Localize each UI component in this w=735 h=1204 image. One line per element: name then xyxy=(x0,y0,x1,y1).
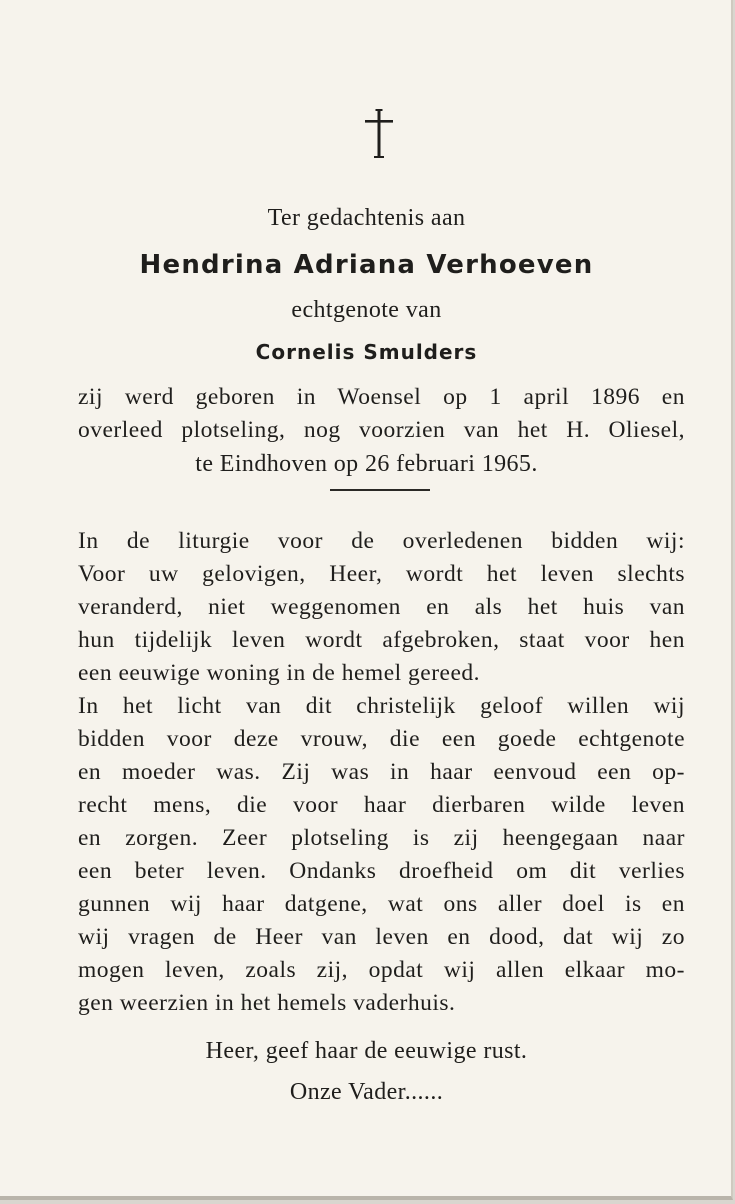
prayer-line: gunnen wij haar datgene, wat ons aller doel is en xyxy=(78,891,685,917)
life-dates-line: zij werd geboren in Woensel op 1 april 1896 en xyxy=(78,384,685,410)
relation-text: echtgenote van xyxy=(291,297,442,323)
cross-icon xyxy=(362,108,396,160)
memorial-intro: Ter gedachtenis aan xyxy=(267,205,466,231)
spouse-name: Cornelis Smulders xyxy=(255,340,478,364)
prayer-line: mogen leven, zoals zij, opdat wij allen elkaar mo- xyxy=(78,957,685,983)
prayer-line: veranderd, niet weggenomen en als het huis van xyxy=(78,594,685,620)
closing-prayer-line: Onze Vader...... xyxy=(289,1079,444,1105)
prayer-line: bidden voor deze vrouw, die een goede echtgenote xyxy=(78,726,685,752)
prayer-line: hun tijdelijk leven wordt afgebroken, staat voor hen xyxy=(78,627,685,653)
life-dates-line: te Eindhoven op 26 februari 1965. xyxy=(195,451,538,477)
divider-rule xyxy=(330,489,430,491)
prayer-line: en zorgen. Zeer plotseling is zij heengegaan naar xyxy=(78,825,685,851)
closing-rest-line: Heer, geef haar de eeuwige rust. xyxy=(205,1038,528,1064)
prayer-line: Voor uw gelovigen, Heer, wordt het leven slechts xyxy=(78,561,685,587)
prayer-line: In de liturgie voor de overledenen bidden wij: xyxy=(78,528,685,554)
prayer-line: een eeuwige woning in de hemel gereed. xyxy=(78,660,481,686)
prayer-line: een beter leven. Ondanks droefheid om dit verlies xyxy=(78,858,685,884)
life-dates-line: overleed plotseling, nog voorzien van het H. Oliesel, xyxy=(78,417,685,443)
prayer-line: wij vragen de Heer van leven en dood, dat wij zo xyxy=(78,924,685,950)
deceased-name: Hendrina Adriana Verhoeven xyxy=(139,250,594,280)
prayer-line: In het licht van dit christelijk geloof willen wij xyxy=(78,693,685,719)
prayer-line: gen weerzien in het hemels vaderhuis. xyxy=(78,990,456,1016)
prayer-line: en moeder was. Zij was in haar eenvoud een op- xyxy=(78,759,685,785)
prayer-line: recht mens, die voor haar dierbaren wilde leven xyxy=(78,792,685,818)
